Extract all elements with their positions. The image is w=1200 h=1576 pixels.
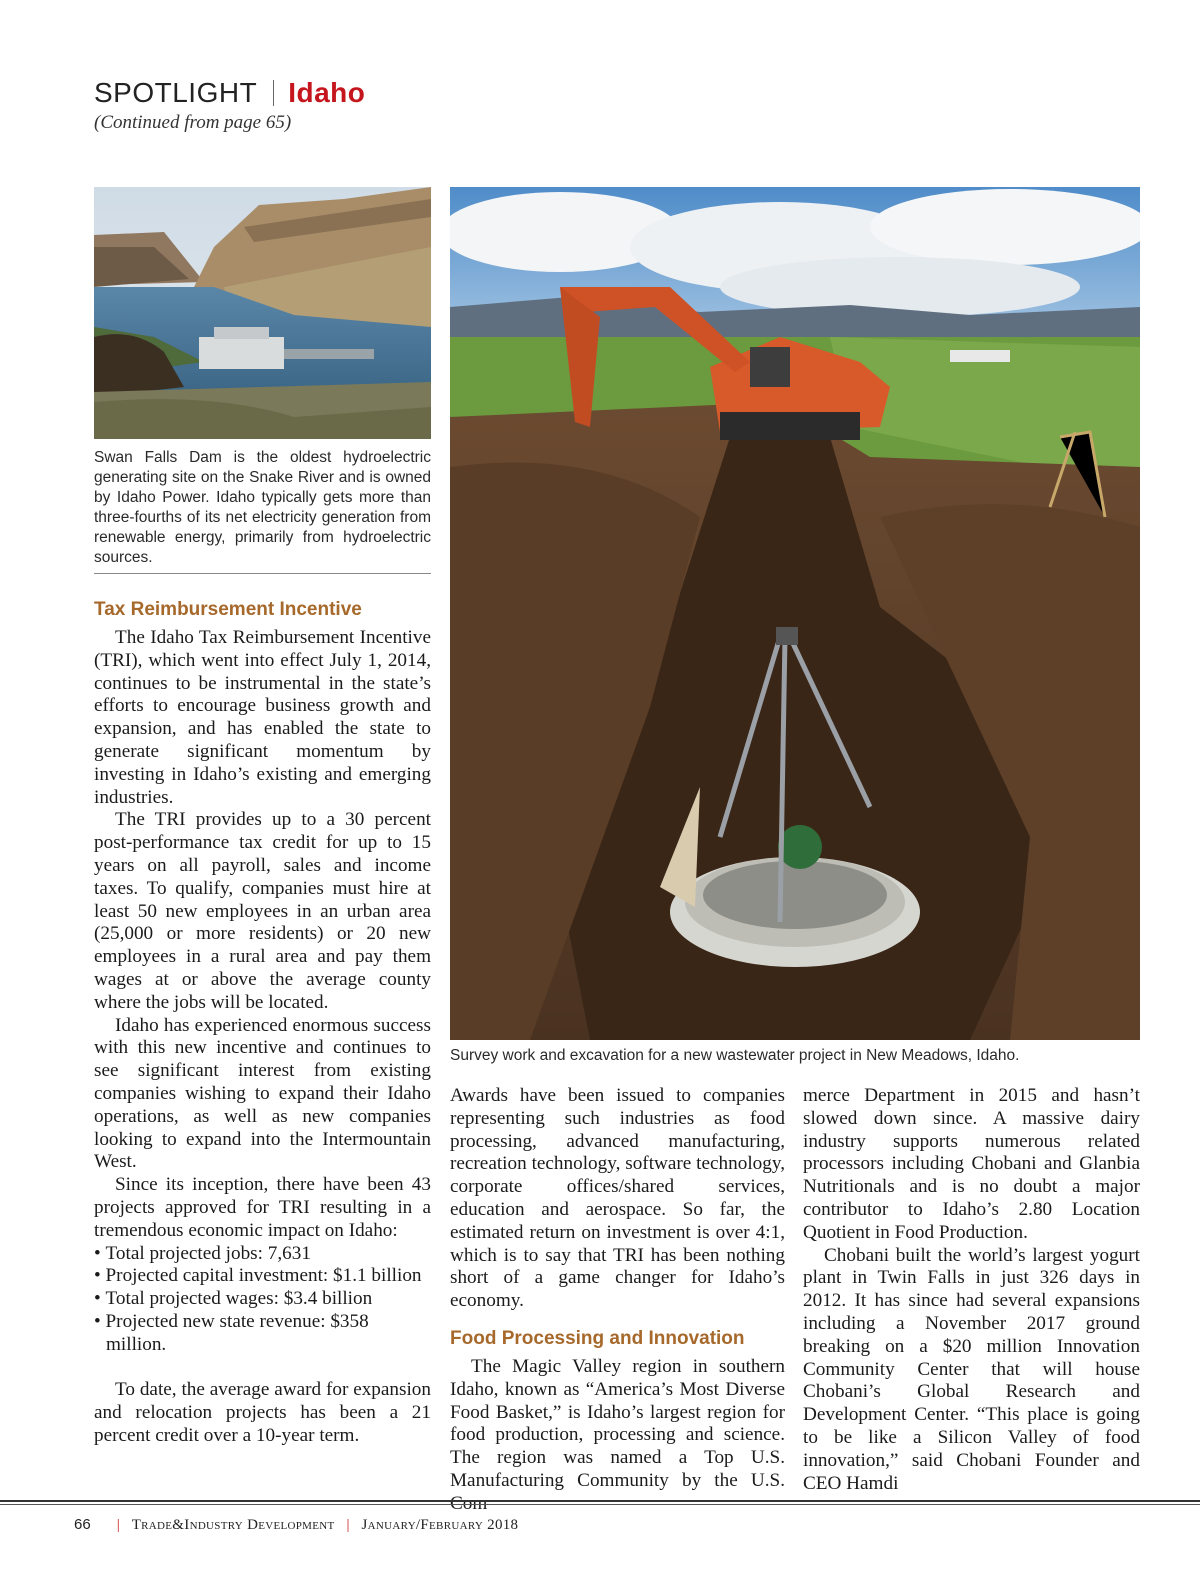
food-heading: Food Processing and Innovation [450,1327,745,1349]
article-column-2 [450,1085,785,1516]
paragraph: Idaho has experienced enormous success with this new incentive and continues to see significant interest from existing companies wishing to expand their Idaho operations, as well as new companies looking to expand into the Intermountain West. [94,1014,431,1173]
continued-note: (Continued from page 65) [94,112,292,133]
publication-name: Trade&Industry Development [131,1517,335,1533]
list-item: • Projected capital investment: $1.1 billion [94,1265,431,1288]
title-divider [273,80,274,106]
state-label: Idaho [288,77,366,108]
excavation-photo [450,187,1140,1040]
footer-rule [0,1504,1200,1505]
list-item: • Projected new state revenue: $358 million. [94,1311,431,1357]
page-header [94,76,365,134]
page-number: 66 [74,1516,91,1533]
tri-heading: Tax Reimbursement Incentive [94,599,362,620]
list-item: • Total projected jobs: 7,631 [94,1243,431,1266]
paragraph: The Magic Valley region in southern Idaho, known as “America’s Most Diverse Food Basket,” is Idaho’s largest region for food production, processing and science. The region was named a Top U.S. Manufacturing Community by the U.S. [450,1355,785,1491]
dam-photo-caption: Swan Falls Dam is the oldest hydroelectric generating site on the Snake River and is owned by Idaho Power. Idaho typically gets more than three-fourths of its net electricity generation from renewable energy, primarily from hydroelectric sources. [94,449,431,566]
page-footer [74,1516,518,1534]
footer-divider: | [116,1517,120,1533]
paragraph: The Idaho Tax Reimbursement Incentive (TRI), which went into effect July 1, 2014, continues to be instrumental in the state’s efforts to encourage business growth and expansion, and has enabled the state to generate significant momentum by investing in Idaho’s existing and emerging industries. [94,627,431,808]
spacer [94,1357,431,1380]
footer-divider: | [346,1517,350,1533]
paragraph: To date, the average award for expansion and relocation projects has been a 21 percent credit over a 10-year term. [94,1379,431,1446]
impact-list [94,1243,431,1357]
swan-falls-dam-photo [94,187,431,439]
article-column-1 [94,598,431,1448]
footer-rule [0,1500,1200,1502]
paragraph: Chobani built the world’s largest yogurt plant in Twin Falls in just 326 days in 2012. It has since had several expansions including a November 2017 ground breaking on a $20 million Innovation Community Center that will house Chobani’s Global Research and Development Center. “This place is going to be like a Silicon Valley of food innovation,” said Chobani Founder and CEO Hamdi [803,1244,1140,1494]
paragraph: The TRI provides up to a 30 percent post-performance tax credit for up to 15 years on all payroll, sales and income taxes. To qualify, companies must hire at least 50 new employees in an urban area (25,000 or more residents) or 20 new employees in a rural area and pay them wages at or above the average county where the jobs will be located. [94,809,431,1013]
excavation-photo-caption: Survey work and excavation for a new wastewater project in New Meadows, Idaho. [450,1047,1020,1064]
list-item: • Total projected wages: $3.4 billion [94,1288,431,1311]
section-label: SPOTLIGHT [94,77,258,108]
article-column-3 [803,1085,1140,1495]
paragraph: Since its inception, there have been 43 projects approved for TRI resulting in a tremendous economic impact on Idaho: [94,1174,431,1241]
issue-date: January/February 2018 [361,1517,519,1533]
section-title [94,76,365,110]
paragraph-continued: Awards have been issued to companies representing such industries as food processing, advanced manufacturing, recreation technology, software technology, corporate offices/shared services, education and aerospace. So far, the estimated return on investment is over 4:1, which is to say that TRI has been nothing short of a game changer for Idaho’s economy. [450,1085,785,1312]
paragraph-continued: merce Department in 2015 and hasn’t slowed down since. A massive dairy industry supports numerous related processors including Chobani and Glanbia Nutritionals and is no doubt a major contributor to Idaho’s 2.80 Location Quotient in Food Production. [803,1085,1140,1243]
caption-divider [94,573,431,574]
